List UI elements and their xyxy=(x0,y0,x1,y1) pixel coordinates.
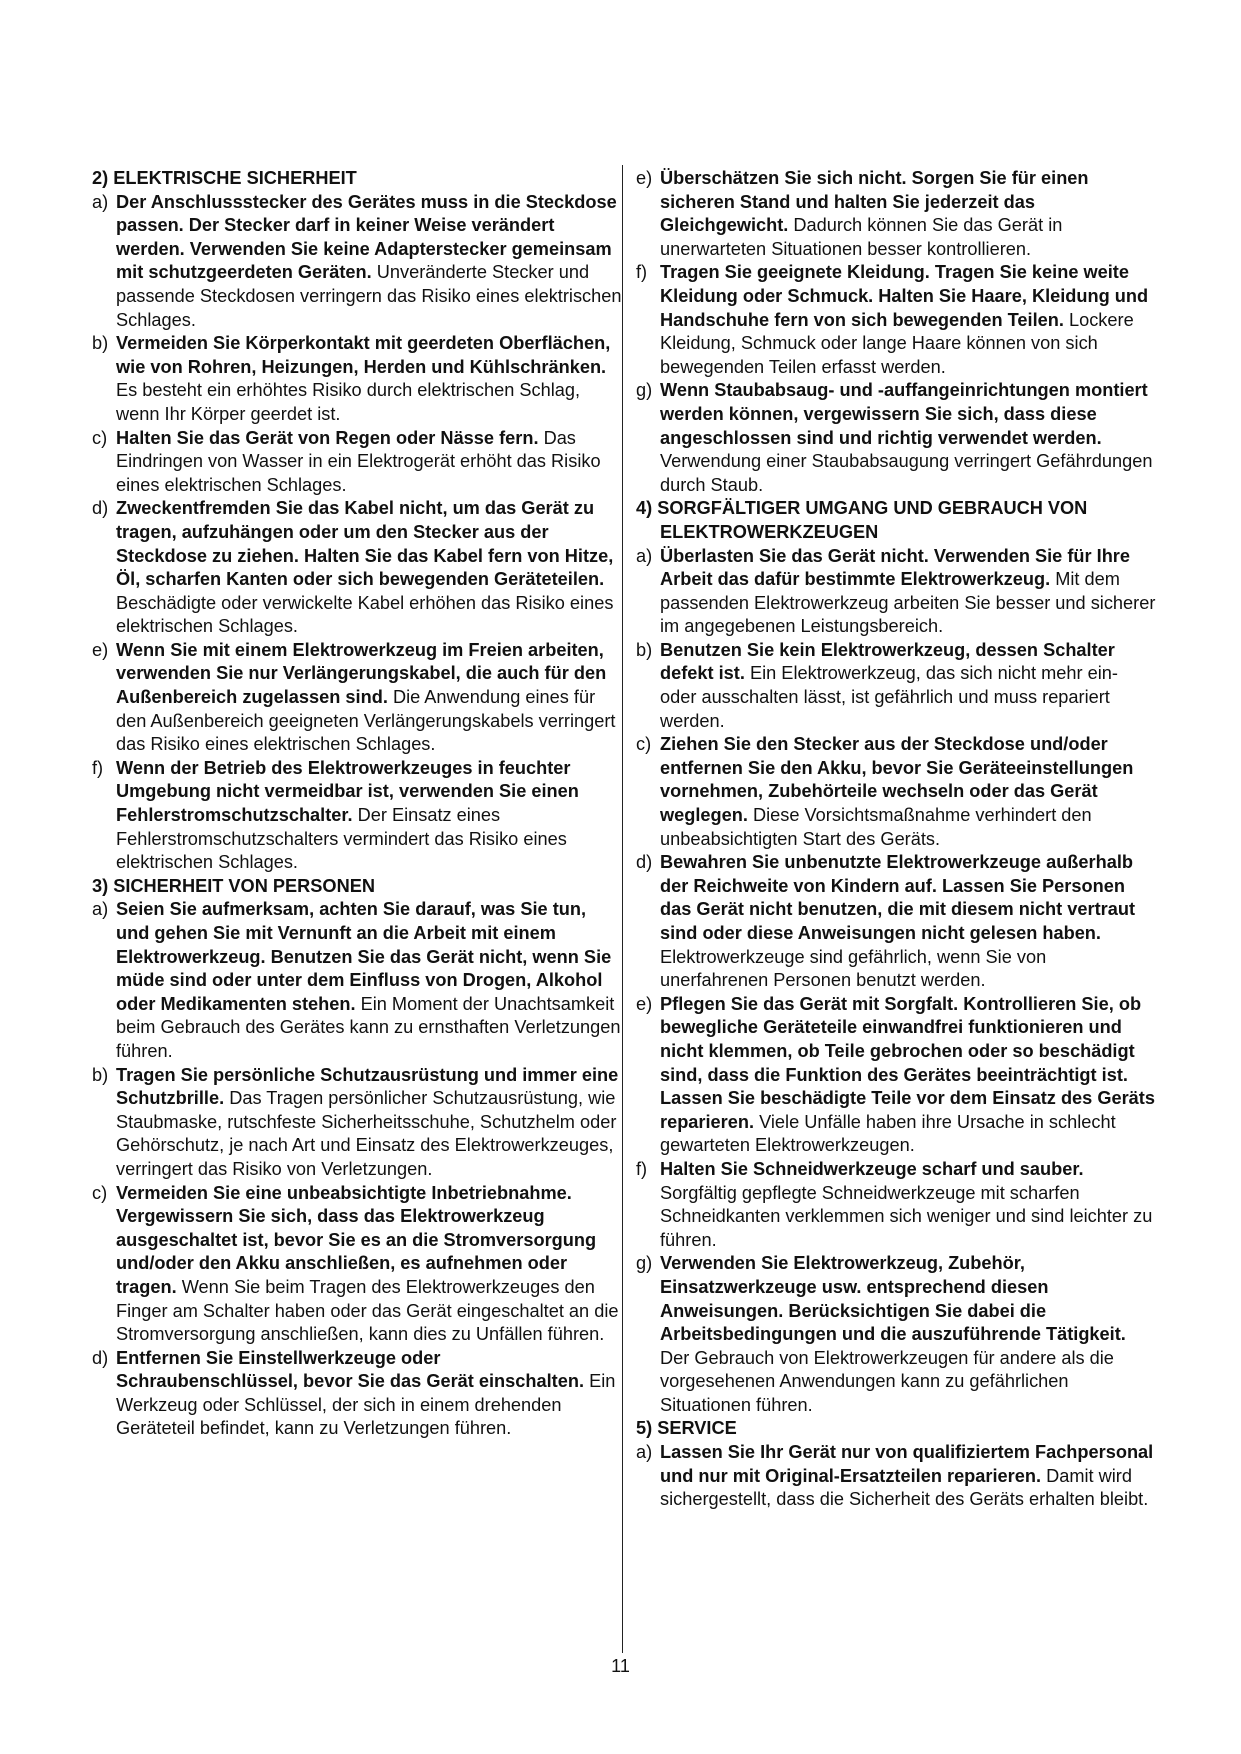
personal-safety-list-continued xyxy=(636,167,1156,497)
right-column xyxy=(636,167,1156,1512)
item-explanation: Viele Unfälle haben ihre Ursache in schlecht gewarteten Elektrowerkzeugen. xyxy=(660,1111,1116,1156)
item-instruction: Vermeiden Sie Körperkontakt mit geerdeten Oberflächen, wie von Rohren, Heizungen, Herden und Kühlschränken. xyxy=(116,333,611,377)
item-explanation: Ein Werkzeug oder Schlüssel, der sich in einem drehenden Geräteteil befindet, kann zu Verletzungen führen. xyxy=(116,1371,616,1439)
personal-safety-list xyxy=(92,898,622,1441)
instruction-item xyxy=(92,497,622,639)
item-instruction: Wenn der Betrieb des Elektrowerkzeuges in feuchter Umgebung nicht vermeidbar ist, verwenden Sie einen Fehlerstromschutzschalter. xyxy=(116,757,579,826)
item-marker: a) xyxy=(636,545,653,566)
item-marker: f) xyxy=(636,262,648,283)
instruction-item xyxy=(636,851,1156,993)
item-instruction: Halten Sie Schneidwerkzeuge scharf und sauber. xyxy=(660,1158,1084,1179)
item-marker: a) xyxy=(92,899,109,920)
item-explanation: Dadurch können Sie das Gerät in unerwarteten Situationen besser kontrollieren. xyxy=(660,215,1063,259)
instruction-item xyxy=(92,1182,622,1347)
instruction-item xyxy=(92,639,622,757)
page-number: 11 xyxy=(611,1656,630,1676)
instruction-item xyxy=(636,1252,1156,1417)
instruction-item xyxy=(92,191,622,333)
item-marker: f) xyxy=(636,1158,648,1179)
item-explanation: Verwendung einer Staubabsaugung verringert Gefährdungen durch Staub. xyxy=(660,451,1153,495)
item-instruction: Lassen Sie Ihr Gerät nur von qualifiziertem Fachpersonal und nur mit Original-Ersatzteilen reparieren. xyxy=(660,1442,1154,1486)
item-instruction: Ziehen Sie den Stecker aus der Steckdose und/oder entfernen Sie den Akku, bevor Sie Geräteeinstellungen vornehmen, Zubehörteile wechseln oder das Gerät weglegen. xyxy=(660,734,1134,826)
item-explanation: Der Gebrauch von Elektrowerkzeugen für andere als die vorgesehenen Anwendungen kann zu gefährlichen Situationen führen. xyxy=(660,1347,1114,1415)
item-marker: a) xyxy=(636,1442,653,1463)
item-instruction: Entfernen Sie Einstellwerkzeuge oder Schraubenschlüssel, bevor Sie das Gerät einschalten. xyxy=(116,1347,585,1392)
item-marker: b) xyxy=(92,1064,109,1085)
item-marker: c) xyxy=(92,427,108,448)
item-explanation: Der Einsatz eines Fehlerstromschutzschalters vermindert das Risiko eines elektrischen Schlages. xyxy=(116,805,567,873)
item-marker: c) xyxy=(636,734,652,755)
item-marker: b) xyxy=(636,639,653,660)
instruction-item xyxy=(92,1064,622,1182)
item-explanation: Lockere Kleidung, Schmuck oder lange Haare können von sich bewegenden Teilen erfasst werden. xyxy=(660,309,1134,377)
item-instruction: Überschätzen Sie sich nicht. Sorgen Sie für einen sicheren Stand und halten Sie jederzeit das Gleichgewicht. xyxy=(660,168,1089,236)
item-explanation: Elektrowerkzeuge sind gefährlich, wenn Sie von unerfahrenen Personen benutzt werden. xyxy=(660,946,1047,991)
instruction-item xyxy=(636,167,1156,261)
item-instruction: Halten Sie das Gerät von Regen oder Nässe fern. xyxy=(116,427,539,448)
item-explanation: Es besteht ein erhöhtes Risiko durch elektrischen Schlag, wenn Ihr Körper geerdet ist. xyxy=(116,380,581,424)
item-explanation: Ein Elektrowerkzeug, das sich nicht mehr ein- oder ausschalten lässt, ist gefährlich und muss repariert werden. xyxy=(660,663,1118,731)
item-explanation: Mit dem passenden Elektrowerkzeug arbeiten Sie besser und sicherer im angegebenen Leistungsbereich. xyxy=(660,569,1156,637)
item-marker: d) xyxy=(92,498,109,519)
instruction-item xyxy=(92,427,622,498)
item-instruction: Überlasten Sie das Gerät nicht. Verwenden Sie für Ihre Arbeit das dafür bestimmte Elektrowerkzeug. xyxy=(660,545,1130,590)
item-instruction: Pflegen Sie das Gerät mit Sorgfalt. Kontrollieren Sie, ob bewegliche Geräteteile einwandfrei funktionieren und nicht klemmen, ob Teile gebrochen oder so beschädigt sind, dass die Funktion des Gerätes beeinträchtigt ist. Lassen Sie beschädigte Teile vor dem Einsatz des Geräts reparieren. xyxy=(660,993,1155,1132)
item-marker: d) xyxy=(636,852,653,873)
section-title-tool-use: 4) SORGFÄLTIGER UMGANG UND GEBRAUCH VON ELEKTROWERKZEUGEN xyxy=(636,498,1088,542)
instruction-item xyxy=(636,733,1156,851)
item-explanation: Ein Moment der Unachtsamkeit beim Gebrauch des Gerätes kann zu ernsthaften Verletzungen führen. xyxy=(116,993,621,1061)
item-marker: e) xyxy=(636,993,653,1014)
item-instruction: Wenn Sie mit einem Elektrowerkzeug im Freien arbeiten, verwenden Sie nur Verlängerungskabel, die auch für den Außenbereich zugelassen sind. xyxy=(116,639,607,708)
section-title-electrical-safety: 2) ELEKTRISCHE SICHERHEIT xyxy=(92,168,357,188)
item-explanation: Unveränderte Stecker und passende Steckdosen verringern das Risiko eines elektrischen Schlages. xyxy=(116,262,622,330)
instruction-item xyxy=(92,757,622,875)
instruction-item xyxy=(92,332,622,426)
item-marker: g) xyxy=(636,380,653,401)
instruction-item xyxy=(636,639,1156,733)
item-explanation: Die Anwendung eines für den Außenbereich geeigneten Verlängerungskabels verringert das Risiko eines elektrischen Schlages. xyxy=(116,687,616,755)
section-title-service: 5) SERVICE xyxy=(636,1418,737,1439)
item-explanation: Diese Vorsichtsmaßnahme verhindert den unbeabsichtigten Start des Geräts. xyxy=(660,805,1092,849)
column-divider xyxy=(622,165,623,1653)
instruction-item xyxy=(636,1441,1156,1512)
item-explanation: Wenn Sie beim Tragen des Elektrowerkzeuges den Finger am Schalter haben oder das Gerät eingeschaltet an die Stromversorgung anschließen, kann dies zu Unfällen führen. xyxy=(116,1276,619,1345)
item-explanation: Das Tragen persönlicher Schutzausrüstung, wie Staubmaske, rutschfeste Sicherheitsschuhe, Schutzhelm oder Gehörschutz, je nach Art und Einsatz des Elektrowerkzeuges, verringert das Risiko von Verletzungen. xyxy=(116,1088,617,1179)
tool-use-list xyxy=(636,545,1156,1418)
item-marker: b) xyxy=(92,333,109,354)
instruction-item xyxy=(636,379,1156,497)
item-explanation: Sorgfältig gepflegte Schneidwerkzeuge mit scharfen Schneidkanten verklemmen sich weniger und sind leichter zu führen. xyxy=(660,1182,1153,1250)
item-instruction: Verwenden Sie Elektrowerkzeug, Zubehör, Einsatzwerkzeuge usw. entsprechend diesen Anweisungen. Berücksichtigen Sie dabei die Arbeitsbedingungen und die auszuführende Tätigkeit. xyxy=(660,1253,1126,1345)
item-marker: a) xyxy=(92,191,109,212)
item-instruction: Tragen Sie geeignete Kleidung. Tragen Sie keine weite Kleidung oder Schmuck. Halten Sie Haare, Kleidung und Handschuhe fern von sich bewegenden Teilen. xyxy=(660,262,1149,330)
item-marker: c) xyxy=(92,1182,108,1203)
item-explanation: Damit wird sichergestellt, dass die Sicherheit des Geräts erhalten bleibt. xyxy=(660,1465,1149,1510)
item-instruction: Tragen Sie persönliche Schutzausrüstung und immer eine Schutzbrille. xyxy=(116,1064,619,1109)
item-marker: d) xyxy=(92,1347,109,1368)
item-instruction: Der Anschlussstecker des Gerätes muss in die Steckdose passen. Der Stecker darf in keiner Weise verändert werden. Verwenden Sie keine Adapterstecker gemeinsam mit schutzgeerdeten Geräten. xyxy=(116,191,617,283)
left-column xyxy=(92,167,622,1441)
instruction-item xyxy=(636,1158,1156,1252)
instruction-item xyxy=(636,545,1156,639)
item-marker: g) xyxy=(636,1253,653,1274)
item-instruction: Zweckentfremden Sie das Kabel nicht, um das Gerät zu tragen, aufzuhängen oder um den Stecker aus der Steckdose zu ziehen. Halten Sie das Kabel fern von Hitze, Öl, scharfen Kanten oder sich bewegenden Geräteteilen. xyxy=(116,498,614,590)
electrical-safety-list xyxy=(92,191,622,875)
section-title-personal-safety: 3) SICHERHEIT VON PERSONEN xyxy=(92,875,375,896)
instruction-item xyxy=(92,898,622,1063)
item-instruction: Bewahren Sie unbenutzte Elektrowerkzeuge außerhalb der Reichweite von Kindern auf. Lassen Sie Personen das Gerät nicht benutzen, die mit diesem nicht vertraut sind oder diese Anweisungen nicht gelesen haben. xyxy=(660,852,1135,943)
service-list xyxy=(636,1441,1156,1512)
item-explanation: Beschädigte oder verwickelte Kabel erhöhen das Risiko eines elektrischen Schlages. xyxy=(116,592,614,637)
item-marker: f) xyxy=(92,757,104,778)
item-marker: e) xyxy=(636,168,653,188)
item-instruction: Wenn Staubabsaug- und -auffangeinrichtungen montiert werden können, vergewissern Sie sich, dass diese angeschlossen sind und richtig verwendet werden. xyxy=(660,380,1148,448)
item-marker: e) xyxy=(92,639,109,660)
item-instruction: Seien Sie aufmerksam, achten Sie darauf, was Sie tun, und gehen Sie mit Vernunft an die Arbeit mit einem Elektrowerkzeug. Benutzen Sie das Gerät nicht, wenn Sie müde sind oder unter dem Einfluss von Drogen, Alkohol oder Medikamenten stehen. xyxy=(116,899,612,1014)
item-instruction: Benutzen Sie kein Elektrowerkzeug, dessen Schalter defekt ist. xyxy=(660,639,1115,684)
item-instruction: Vermeiden Sie eine unbeabsichtigte Inbetriebnahme. Vergewissern Sie sich, dass das Elektrowerkzeug ausgeschaltet ist, bevor Sie es an die Stromversorgung und/oder den Akku anschließen, es aufnehmen oder tragen. xyxy=(116,1182,597,1297)
instruction-item xyxy=(92,1347,622,1441)
instruction-item xyxy=(636,261,1156,379)
item-explanation: Das Eindringen von Wasser in ein Elektrogerät erhöht das Risiko eines elektrischen Schlages. xyxy=(116,427,601,495)
instruction-item xyxy=(636,993,1156,1158)
